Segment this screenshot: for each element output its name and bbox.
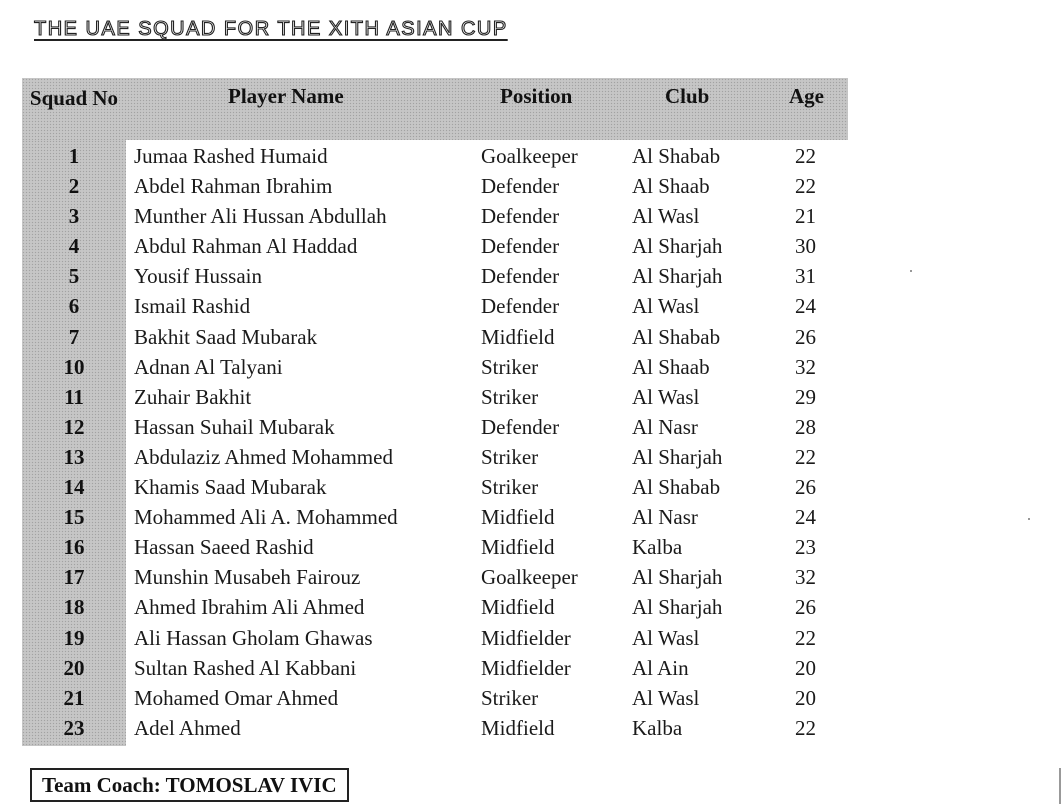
squad-number: 16	[63, 535, 85, 560]
table-row	[0, 291, 1063, 321]
squad-number: 14	[63, 475, 85, 500]
player-position: Midfield	[481, 535, 555, 560]
squad-number: 2	[68, 174, 80, 199]
table-row	[0, 201, 1063, 231]
header-player-name: Player Name	[228, 84, 344, 108]
player-age: 26	[795, 595, 816, 620]
player-name: Mohammed Ali A. Mohammed	[134, 505, 398, 530]
player-age: 24	[795, 294, 816, 319]
player-position: Midfield	[481, 324, 555, 349]
table-row	[0, 713, 1063, 743]
player-position: Midfielder	[481, 655, 571, 680]
player-club: Al Sharjah	[632, 444, 723, 469]
squad-number: 12	[63, 414, 85, 439]
player-age: 26	[795, 475, 816, 500]
player-club: Al Shabab	[632, 324, 721, 349]
player-position: Defender	[481, 204, 560, 229]
squad-number: 15	[63, 505, 85, 530]
table-row	[0, 322, 1063, 352]
player-age: 22	[795, 444, 816, 469]
table-row	[0, 532, 1063, 562]
player-name: Abdel Rahman Ibrahim	[134, 174, 333, 199]
player-club: Al Ain	[632, 655, 689, 680]
player-position: Striker	[481, 475, 539, 500]
player-name: Adel Ahmed	[134, 715, 241, 740]
player-club: Al Wasl	[632, 384, 700, 409]
player-position: Defender	[481, 264, 560, 289]
player-age: 32	[795, 565, 816, 590]
player-position: Midfield	[481, 715, 555, 740]
table-row	[0, 261, 1063, 291]
player-position: Defender	[481, 234, 560, 259]
player-age: 26	[795, 324, 816, 349]
team-coach-box: Team Coach: TOMOSLAV IVIC	[30, 768, 349, 802]
table-row	[0, 141, 1063, 171]
table-row	[0, 623, 1063, 653]
table-row	[0, 382, 1063, 412]
table-row	[0, 171, 1063, 201]
player-club: Kalba	[632, 715, 683, 740]
player-club: Al Nasr	[632, 505, 698, 530]
player-position: Midfielder	[481, 625, 571, 650]
player-name: Zuhair Bakhit	[134, 384, 252, 409]
player-club: Kalba	[632, 535, 683, 560]
player-club: Al Shabab	[632, 144, 721, 168]
squad-number: 17	[63, 565, 85, 590]
player-club: Al Nasr	[632, 414, 698, 439]
squad-number: 4	[68, 234, 80, 259]
player-position: Striker	[481, 444, 539, 469]
table-row	[0, 502, 1063, 532]
player-name: Khamis Saad Mubarak	[134, 475, 327, 500]
header-club: Club	[665, 84, 710, 108]
squad-number: 23	[63, 715, 85, 740]
player-position: Striker	[481, 685, 539, 710]
header-position: Position	[500, 84, 573, 108]
player-name: Hassan Saeed Rashid	[134, 535, 314, 560]
scan-speck	[910, 270, 912, 272]
player-age: 20	[795, 685, 816, 710]
table-row	[0, 653, 1063, 683]
squad-number: 10	[63, 354, 85, 379]
table-row	[0, 562, 1063, 592]
squad-number: 13	[63, 444, 85, 469]
squad-number: 11	[64, 384, 84, 409]
scan-speck	[1028, 518, 1030, 520]
player-position: Goalkeeper	[481, 565, 578, 590]
player-position: Defender	[481, 414, 560, 439]
squad-number: 3	[68, 204, 80, 229]
table-row	[0, 442, 1063, 472]
player-position: Defender	[481, 174, 560, 199]
player-name: Sultan Rashed Al Kabbani	[134, 655, 357, 680]
player-age: 22	[795, 174, 816, 199]
squad-number: 18	[63, 595, 85, 620]
player-age: 28	[795, 414, 816, 439]
player-age: 23	[795, 535, 816, 560]
player-club: Al Shaab	[632, 354, 710, 379]
player-club: Al Shaab	[632, 174, 710, 199]
document-title: THE UAE SQUAD FOR THE XITH ASIAN CUP	[34, 18, 508, 40]
squad-number: 20	[63, 655, 85, 680]
header-age: Age	[789, 84, 824, 108]
player-position: Striker	[481, 384, 539, 409]
player-name: Hassan Suhail Mubarak	[134, 414, 335, 439]
squad-number: 1	[68, 144, 80, 168]
player-club: Al Wasl	[632, 625, 700, 650]
player-club: Al Shabab	[632, 475, 721, 500]
squad-number: 21	[63, 685, 85, 710]
table-row	[0, 412, 1063, 442]
player-position: Midfield	[481, 595, 555, 620]
player-position: Striker	[481, 354, 539, 379]
squad-number: 6	[68, 294, 80, 319]
player-club: Al Wasl	[632, 204, 700, 229]
player-club: Al Sharjah	[632, 565, 723, 590]
header-squad-no: Squad No	[29, 86, 119, 110]
player-name: Munther Ali Hussan Abdullah	[134, 204, 387, 229]
player-position: Midfield	[481, 505, 555, 530]
player-name: Abdulaziz Ahmed Mohammed	[134, 444, 393, 469]
table-row	[0, 592, 1063, 622]
player-age: 31	[795, 264, 816, 289]
table-row	[0, 472, 1063, 502]
player-name: Ali Hassan Gholam Ghawas	[134, 625, 373, 650]
player-age: 32	[795, 354, 816, 379]
player-age: 20	[795, 655, 816, 680]
player-age: 22	[795, 625, 816, 650]
player-club: Al Wasl	[632, 685, 700, 710]
player-name: Jumaa Rashed Humaid	[134, 144, 328, 168]
table-row	[0, 352, 1063, 382]
player-club: Al Sharjah	[632, 595, 723, 620]
player-name: Bakhit Saad Mubarak	[134, 324, 318, 349]
player-name: Adnan Al Talyani	[134, 354, 283, 379]
player-name: Ismail Rashid	[134, 294, 251, 319]
player-age: 29	[795, 384, 816, 409]
player-age: 24	[795, 505, 816, 530]
scan-edge-mark	[1059, 768, 1061, 804]
player-age: 22	[795, 715, 816, 740]
player-name: Yousif Hussain	[134, 264, 262, 289]
player-name: Ahmed Ibrahim Ali Ahmed	[134, 595, 365, 620]
table-row	[0, 231, 1063, 261]
squad-number: 7	[68, 324, 80, 349]
squad-number: 5	[68, 264, 80, 289]
player-name: Mohamed Omar Ahmed	[134, 685, 339, 710]
player-age: 21	[795, 204, 816, 229]
player-name: Abdul Rahman Al Haddad	[134, 234, 358, 259]
player-age: 22	[795, 144, 816, 168]
table-row	[0, 683, 1063, 713]
squad-number: 19	[63, 625, 85, 650]
player-age: 30	[795, 234, 816, 259]
table-header-shading	[22, 78, 848, 140]
player-name: Munshin Musabeh Fairouz	[134, 565, 361, 590]
player-club: Al Sharjah	[632, 264, 723, 289]
player-position: Defender	[481, 294, 560, 319]
squad-table	[0, 141, 1063, 743]
player-club: Al Sharjah	[632, 234, 723, 259]
player-position: Goalkeeper	[481, 144, 578, 168]
player-club: Al Wasl	[632, 294, 700, 319]
